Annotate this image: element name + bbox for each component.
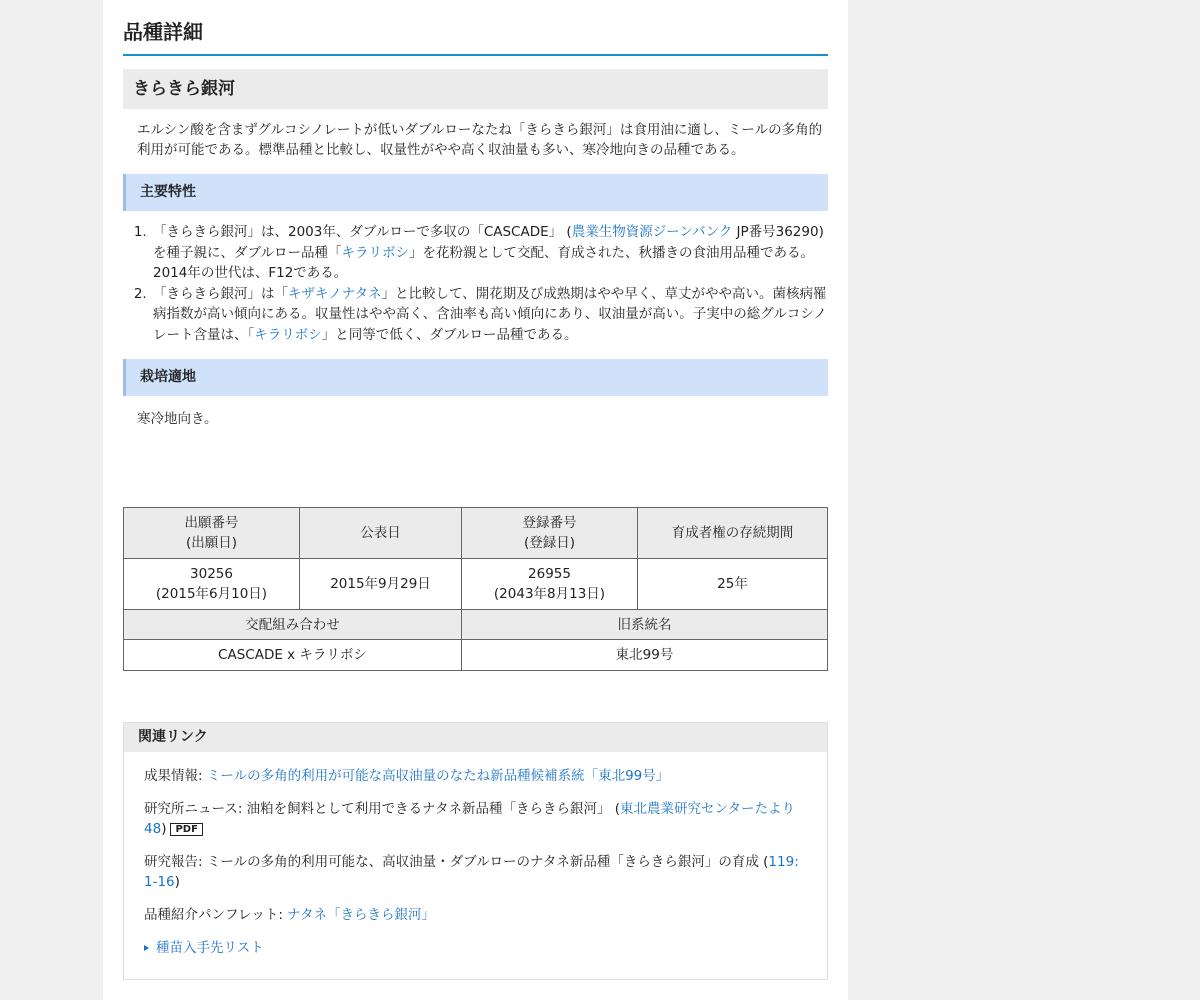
table-row: [124, 559, 828, 610]
pdf-badge: PDF: [170, 823, 202, 836]
pamphlet-row: [144, 905, 813, 925]
news-close: ): [161, 821, 167, 837]
content-inner: [123, 0, 828, 956]
seed-list-link[interactable]: 種苗入手先リスト: [156, 940, 264, 956]
duration-cell: 25年: [638, 559, 828, 610]
pamphlet-link[interactable]: ナタネ「きらきら銀河」: [287, 907, 435, 923]
related-links-box: [123, 722, 828, 980]
table-row: [124, 508, 828, 559]
feature-text: JP番号36290) を種子親に、ダブルロー品種「: [153, 224, 824, 261]
header-app-no: 出願番号 (出願日): [124, 508, 300, 559]
header-old-name: 旧系統名: [462, 610, 828, 640]
report-link[interactable]: 119: 1-16: [144, 854, 799, 890]
report-label: 研究報告: ミールの多角的利用可能な、高収油量・ダブルローのナタネ新品種「きらきら銀河」の育成 (: [144, 854, 769, 870]
feature-item-2: [151, 284, 828, 346]
results-info-label: 成果情報:: [144, 768, 207, 784]
triangle-right-icon: [144, 945, 149, 951]
report-close: ): [174, 874, 180, 890]
main-features-list: [123, 222, 828, 345]
kirariboshi-link-2[interactable]: キラリボシ: [254, 326, 322, 343]
header-publish-date: 公表日: [300, 508, 462, 559]
report-row: [144, 852, 813, 892]
kizakinonatane-link[interactable]: キザキノナタネ: [288, 285, 382, 302]
feature-text: 「きらきら銀河」は「: [153, 285, 288, 302]
feature-item-1: [151, 222, 828, 284]
cultivation-area-text: 寒冷地向き。: [137, 411, 218, 427]
publish-date-cell: 2015年9月29日: [300, 559, 462, 610]
news-link[interactable]: 東北農業研究センターたより48: [144, 801, 796, 837]
results-info-link[interactable]: ミールの多角的利用が可能な高収油量のなたね新品種候補系統「東北99号」: [206, 768, 670, 784]
variety-name: きらきら銀河: [123, 69, 828, 109]
old-name-cell: 東北99号: [462, 640, 828, 671]
table-row: [124, 640, 828, 671]
news-row: [144, 799, 813, 839]
feature-text: 」と比較して、開花期及び成熟期はやや早く、草丈がやや高い。菌核病罹病指数が高い傾向にある。収量性はやや高く、含油率も高い傾向にあり、収油量が高い。子実中の総グルコシノレート含量は、「: [153, 285, 827, 343]
page-title: 品種詳細: [123, 0, 828, 56]
pamphlet-label: 品種紹介パンフレット:: [144, 907, 288, 923]
genebank-link[interactable]: 農業生物資源ジーンバンク: [571, 224, 733, 240]
cultivation-area-heading: 栽培適地: [123, 359, 828, 396]
header-cross: 交配組み合わせ: [124, 610, 462, 640]
content-page: [103, 0, 848, 1000]
cross-cell: CASCADE x キラリボシ: [124, 640, 462, 671]
news-label: 研究所ニュース: 油粕を飼料として利用できるナタネ新品種「きらきら銀河」 (: [144, 801, 621, 817]
feature-text: 」を花粉親として交配、育成された、秋播きの食油用品種である。2014年の世代は、F12である。: [153, 244, 814, 281]
feature-text: 」と同等で低く、ダブルロー品種である。: [321, 326, 578, 343]
main-features-heading: 主要特性: [123, 174, 828, 211]
app-no-cell: 30256 (2015年6月10日): [124, 559, 300, 610]
reg-no-cell: 26955 (2043年8月13日): [462, 559, 638, 610]
related-links-body: [124, 766, 827, 958]
table-row: [124, 610, 828, 640]
header-reg-no: 登録番号 (登録日): [462, 508, 638, 559]
registration-table: [123, 507, 828, 671]
feature-text: 「きらきら銀河」は、2003年、ダブルローで多収の「CASCADE」 (: [153, 224, 572, 240]
header-duration: 育成者権の存続期間: [638, 508, 828, 559]
variety-summary: エルシン酸を含まずグルコシノレートが低いダブルローなたね「きらきら銀河」は食用油に適し、ミールの多角的利用が可能である。標準品種と比較し、収量性がやや高く収油量も多い、寒冷地向きの品種である。: [137, 122, 823, 158]
seed-list-row: [144, 938, 813, 958]
kirariboshi-link[interactable]: キラリボシ: [341, 244, 409, 261]
related-links-heading: 関連リンク: [124, 723, 827, 752]
results-info-row: [144, 766, 813, 786]
